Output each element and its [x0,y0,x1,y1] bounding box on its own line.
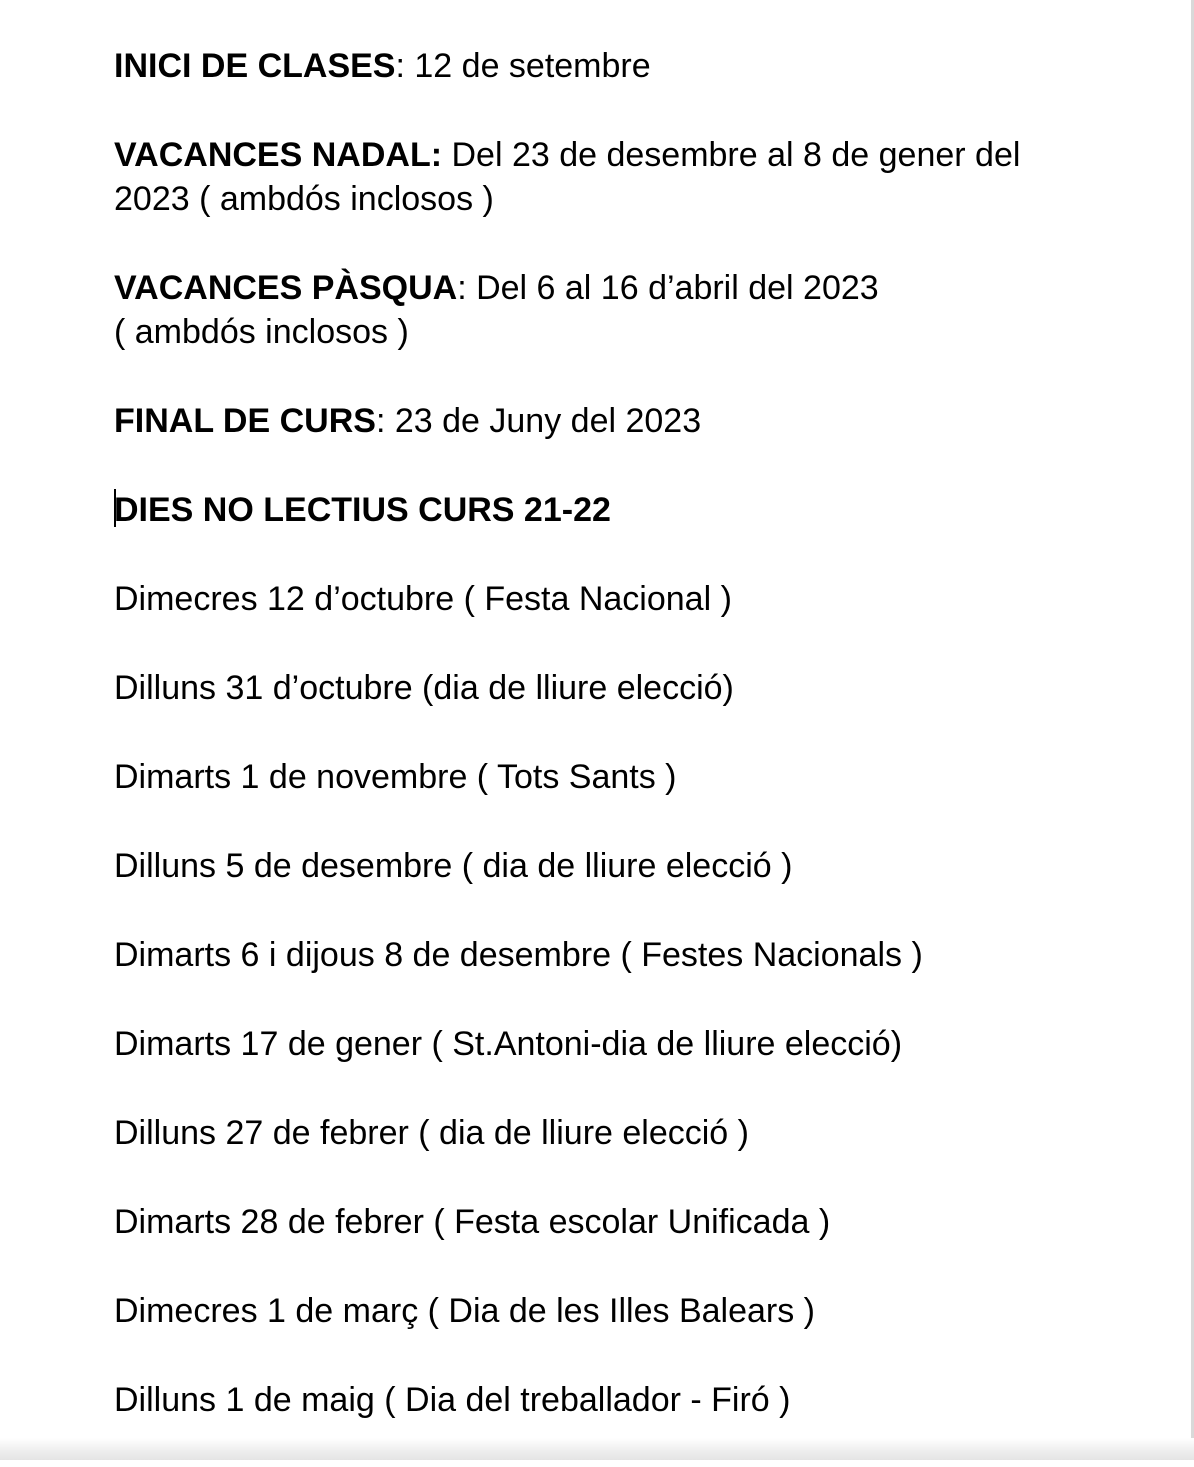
end-of-course-date: 23 de Juny del 2023 [394,402,702,440]
start-of-classes-paragraph [114,44,1104,88]
holiday-item: Dimarts 1 de novembre ( Tots Sants ) [114,758,677,796]
end-of-course-separator: : [375,402,395,440]
christmas-holidays-dates: Del 23 de desembre al 8 de gener del [442,136,1021,174]
holiday-item: Dimecres 12 d’octubre ( Festa Nacional ) [114,580,732,618]
holiday-item: Dimarts 6 i dijous 8 de desembre ( Festes Nacionals ) [114,936,923,974]
christmas-holidays-label: VACANCES NADAL: [114,136,443,174]
holiday-item: Dimarts 28 de febrer ( Festa escolar Unificada ) [114,1203,831,1241]
holiday-item: Dimarts 17 de gener ( St.Antoni-dia de lliure elecció) [114,1025,903,1063]
holiday-item: Dilluns 1 de maig ( Dia del treballador - Firó ) [114,1381,791,1419]
start-of-classes-separator: : [395,47,415,85]
holiday-item: Dilluns 31 d’octubre (dia de lliure elecció) [114,669,734,707]
end-of-course-label: FINAL DE CURS [114,402,376,440]
christmas-holidays-note: 2023 ( ambdós inclosos ) [114,180,494,218]
holiday-item: Dilluns 27 de febrer ( dia de lliure elecció ) [114,1114,749,1152]
page-bottom-shadow [0,1438,1194,1460]
holiday-item: Dilluns 5 de desembre ( dia de lliure elecció ) [114,847,793,885]
start-of-classes-label: INICI DE CLASES [114,47,396,85]
easter-holidays-note: ( ambdós inclosos ) [114,313,409,351]
easter-holidays-paragraph [114,266,1104,354]
start-of-classes-date: 12 de setembre [414,47,651,85]
christmas-holidays-paragraph [114,133,1104,221]
end-of-course-paragraph [114,399,1104,443]
easter-holidays-label: VACANCES PÀSQUA [114,269,458,307]
non-teaching-days-heading [114,488,1104,532]
non-teaching-days-heading-text: DIES NO LECTIUS CURS 21-22 [114,491,611,529]
easter-holidays-dates: : Del 6 al 16 d’abril del 2023 [457,269,879,307]
document-body[interactable] [114,44,1104,1467]
holiday-item: Dimecres 1 de març ( Dia de les Illes Balears ) [114,1292,816,1330]
